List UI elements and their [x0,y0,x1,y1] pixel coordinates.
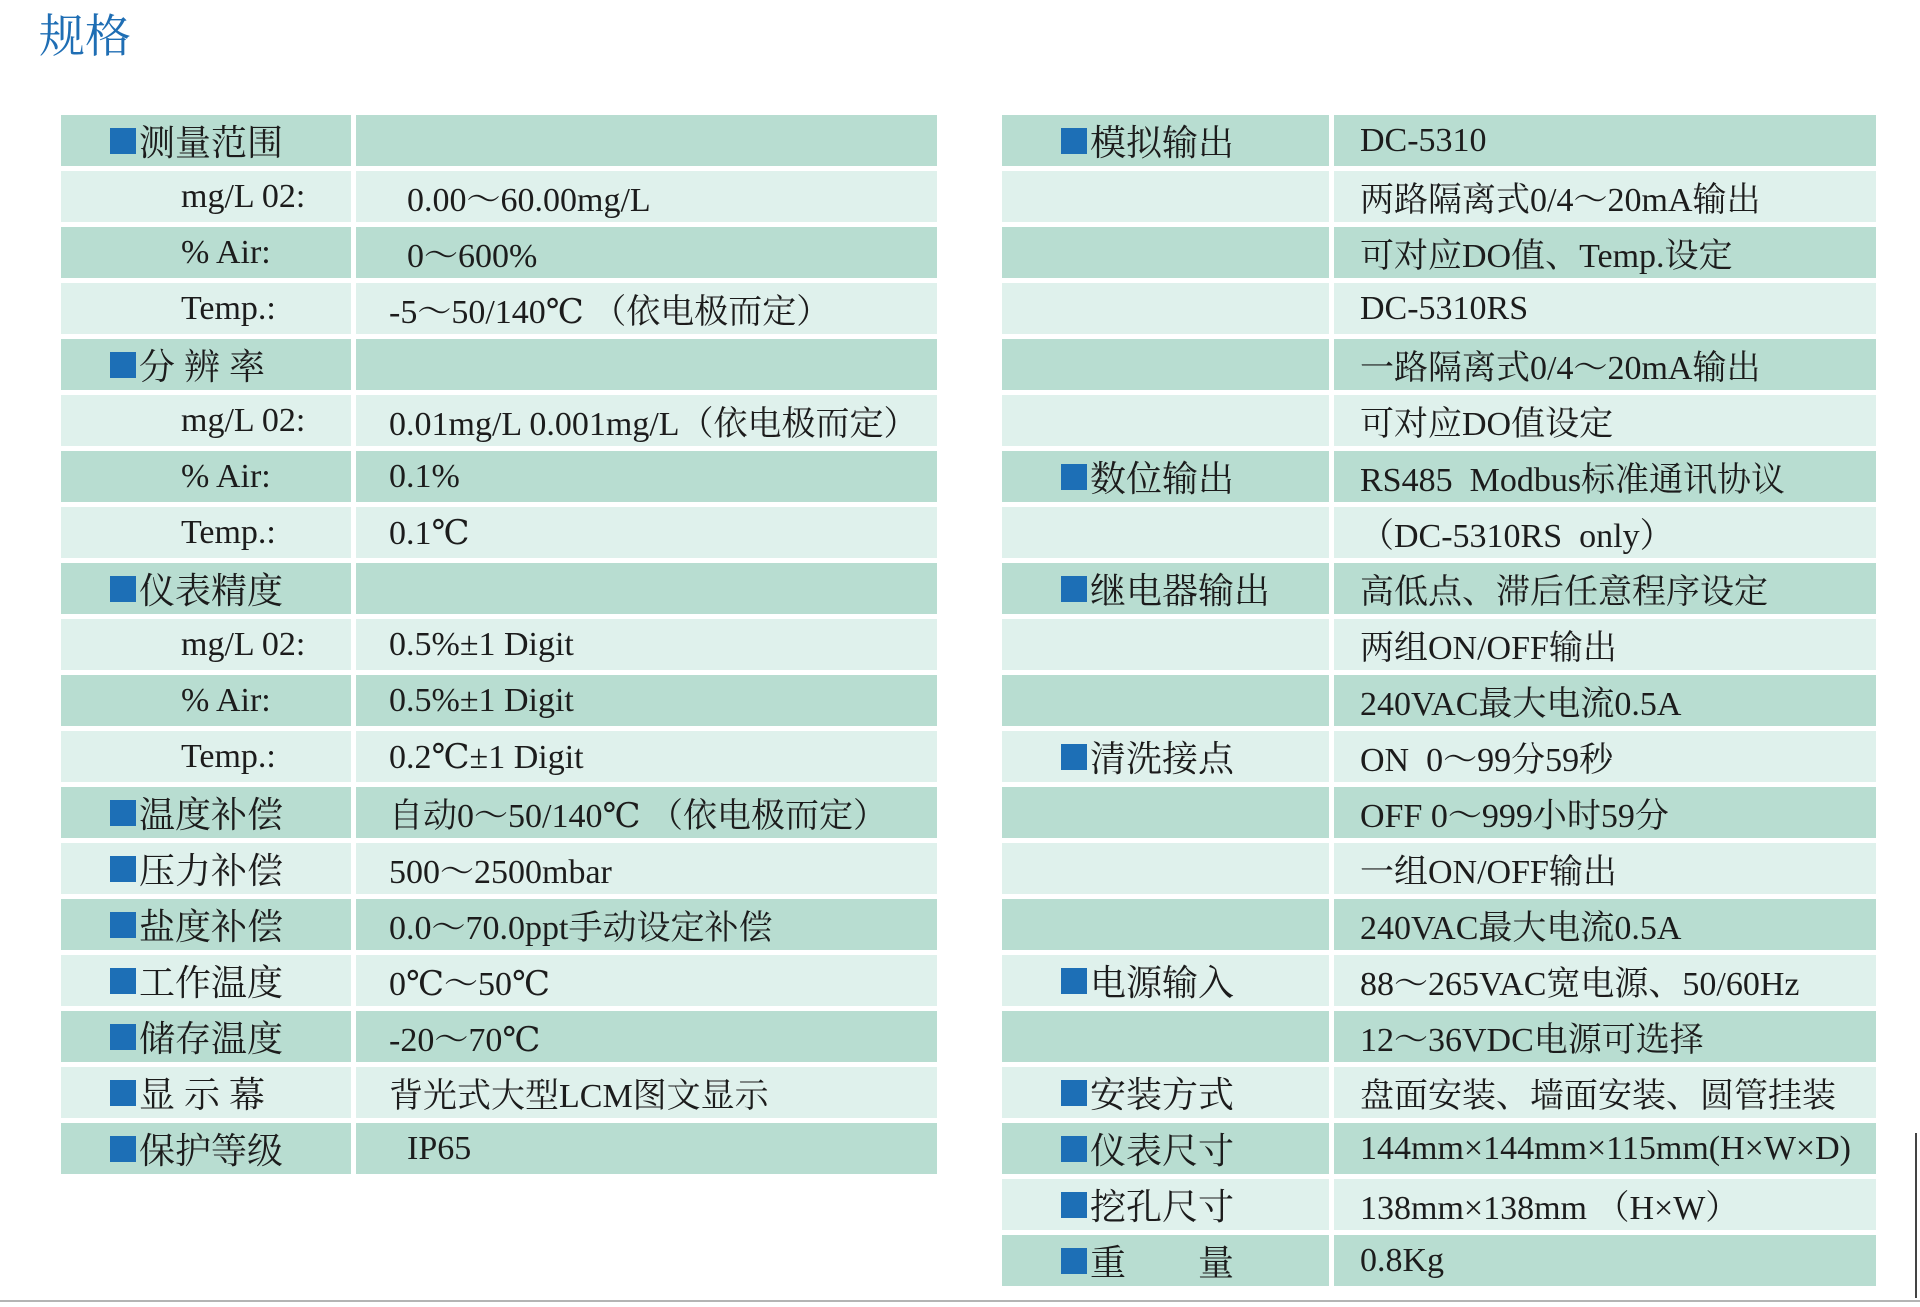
spec-label-cell [1002,227,1329,278]
spec-row [1002,451,1876,502]
spec-row [1002,563,1876,614]
square-bullet-icon [110,856,136,882]
spec-label-cell [1002,675,1329,726]
spec-value-cell [356,395,937,446]
spec-label-cell [61,899,351,950]
spec-value-cell [356,1011,937,1062]
spec-label: 仪表尺寸 [1090,1131,1235,1171]
spec-value-cell [356,507,937,558]
spec-sublabel-cell [61,451,351,502]
spec-value: 0.5%±1 Digit [389,625,574,663]
spec-label-cell [1002,843,1329,894]
spec-row [1002,507,1876,558]
spec-value-cell [1334,1067,1876,1118]
spec-value-cell [356,451,937,502]
spec-label: 重 量 [1090,1243,1235,1283]
spec-label-cell [1002,339,1329,390]
spec-value-cell [1334,1235,1876,1286]
spec-value: 0.5%±1 Digit [389,681,574,719]
spec-value: -20～70℃ [389,1022,541,1059]
spec-label: 数位输出 [1090,459,1235,499]
spec-label-cell [1002,899,1329,950]
spec-value-cell [1334,1123,1876,1174]
spec-row [61,1123,937,1174]
spec-value: 0.2℃±1 Digit [389,738,584,776]
spec-value: 12～36VDC电源可选择 [1360,1022,1704,1059]
spec-sublabel-cell [61,171,351,222]
spec-row [1002,395,1876,446]
spec-label: 挖孔尺寸 [1090,1187,1235,1227]
spec-value-cell [1334,619,1876,670]
spec-value-cell [356,1123,937,1174]
spec-row [61,955,937,1006]
spec-value-cell [356,563,937,614]
square-bullet-icon [110,1024,136,1050]
spec-value: 一组ON/OFF输出 [1360,854,1617,891]
spec-value: 盘面安装、墙面安装、圆管挂装 [1360,1078,1836,1115]
square-bullet-icon [110,352,136,378]
spec-row [61,1067,937,1118]
spec-row [61,451,937,502]
spec-sublabel: Temp.: [181,737,276,775]
page-title: 规格 [39,11,131,62]
spec-row [1002,619,1876,670]
spec-row [61,115,937,166]
spec-value-cell [1334,507,1876,558]
spec-value: 0.1% [389,457,460,495]
spec-label-cell [61,1123,351,1174]
spec-label-cell [1002,787,1329,838]
spec-label-cell [61,563,351,614]
spec-row [1002,787,1876,838]
spec-value: 500～2500mbar [389,854,612,891]
spec-sublabel: mg/L 02: [181,401,306,439]
spec-value: 背光式大型LCM图文显示 [389,1078,769,1115]
spec-label-cell [1002,451,1329,502]
spec-value: RS485 Modbus标准通讯协议 [1360,462,1786,499]
spec-row [1002,675,1876,726]
spec-value: 一路隔离式0/4～20mA输出 [1360,350,1761,387]
spec-label: 盐度补偿 [139,907,284,947]
spec-value: 两组ON/OFF输出 [1360,630,1617,667]
spec-label: 测量范围 [139,123,284,163]
spec-label-cell [1002,171,1329,222]
spec-value: 0.1℃ [389,514,470,552]
spec-row [1002,1179,1876,1230]
spec-label: 仪表精度 [139,571,284,611]
square-bullet-icon [1061,1248,1087,1274]
spec-value-cell [356,227,937,278]
spec-row [61,1011,937,1062]
square-bullet-icon [1061,1192,1087,1218]
spec-value: 0～600% [407,238,538,275]
spec-value: 138mm×138mm （H×W） [1360,1190,1740,1227]
spec-value-cell [1334,227,1876,278]
spec-sublabel: Temp.: [181,289,276,327]
spec-label: 清洗接点 [1090,739,1235,779]
spec-row [1002,115,1876,166]
spec-value-cell [1334,955,1876,1006]
spec-value: 0.00～60.00mg/L [407,182,651,219]
page-edge-line [1915,1133,1917,1298]
spec-row [61,507,937,558]
spec-label-cell [1002,1067,1329,1118]
spec-value-cell [356,619,937,670]
spec-value-cell [1334,899,1876,950]
spec-row [1002,1235,1876,1286]
spec-label-cell [1002,1123,1329,1174]
spec-value: 0.01mg/L 0.001mg/L（依电极而定） [389,406,918,443]
spec-value-cell [1334,731,1876,782]
spec-sublabel-cell [61,507,351,558]
spec-row [1002,1011,1876,1062]
spec-value-cell [356,1067,937,1118]
spec-row [61,395,937,446]
spec-sublabel-cell [61,283,351,334]
spec-sublabel: % Air: [181,233,271,271]
square-bullet-icon [1061,1136,1087,1162]
spec-label: 安装方式 [1090,1075,1235,1115]
spec-label-cell [61,115,351,166]
square-bullet-icon [1061,464,1087,490]
square-bullet-icon [110,576,136,602]
square-bullet-icon [110,912,136,938]
spec-label-cell [61,339,351,390]
spec-row [1002,899,1876,950]
spec-sublabel: % Air: [181,681,271,719]
spec-value-cell [1334,563,1876,614]
spec-value: ON 0～99分59秒 [1360,742,1614,779]
spec-value-cell [356,339,937,390]
spec-value-cell [1334,843,1876,894]
spec-value: -5～50/140℃ （依电极而定） [389,294,831,331]
spec-row [1002,843,1876,894]
spec-label-cell [1002,731,1329,782]
spec-value: 240VAC最大电流0.5A [1360,910,1682,947]
spec-value: 可对应DO值设定 [1360,406,1614,443]
spec-value-cell [1334,451,1876,502]
right-spec-table [1002,115,1876,1286]
spec-row [1002,283,1876,334]
spec-label: 电源输入 [1090,963,1235,1003]
spec-sublabel-cell [61,675,351,726]
spec-label: 模拟输出 [1090,123,1235,163]
spec-value: （DC-5310RS only） [1360,518,1674,555]
spec-label-cell [1002,507,1329,558]
spec-row [61,787,937,838]
spec-value-cell [356,955,937,1006]
spec-value-cell [1334,787,1876,838]
spec-value-cell [1334,171,1876,222]
spec-sublabel: mg/L 02: [181,625,306,663]
square-bullet-icon [1061,744,1087,770]
spec-value: 两路隔离式0/4～20mA输出 [1360,182,1761,219]
spec-value: DC-5310 [1360,121,1487,159]
spec-value: 88～265VAC宽电源、50/60Hz [1360,966,1800,1003]
spec-sublabel: % Air: [181,457,271,495]
spec-label-cell [61,787,351,838]
spec-value: 自动0～50/140℃ （依电极而定） [389,798,887,835]
spec-row [1002,731,1876,782]
spec-row [1002,1123,1876,1174]
spec-label-cell [1002,115,1329,166]
spec-label-cell [1002,955,1329,1006]
page-bottom-divider [0,1300,1920,1302]
spec-value: 0℃～50℃ [389,966,551,1003]
spec-label-cell [61,843,351,894]
spec-value-cell [356,283,937,334]
spec-label-cell [1002,1011,1329,1062]
spec-value-cell [356,843,937,894]
spec-row [1002,1067,1876,1118]
spec-value-cell [1334,283,1876,334]
square-bullet-icon [1061,576,1087,602]
spec-value-cell [1334,395,1876,446]
spec-row [61,227,937,278]
spec-sublabel-cell [61,395,351,446]
spec-row [61,339,937,390]
spec-sublabel-cell [61,731,351,782]
spec-row [1002,227,1876,278]
spec-row [1002,339,1876,390]
spec-value-cell [1334,339,1876,390]
spec-value: 144mm×144mm×115mm(H×W×D) [1360,1129,1851,1167]
left-spec-table [61,115,937,1174]
square-bullet-icon [110,800,136,826]
spec-label-cell [1002,395,1329,446]
spec-value: 240VAC最大电流0.5A [1360,686,1682,723]
square-bullet-icon [1061,128,1087,154]
spec-sublabel: mg/L 02: [181,177,306,215]
spec-label: 分 辨 率 [139,347,266,387]
spec-row [61,843,937,894]
spec-value-cell [356,787,937,838]
spec-value-cell [356,115,937,166]
spec-row [61,283,937,334]
spec-row [1002,955,1876,1006]
spec-value-cell [356,171,937,222]
spec-row [1002,171,1876,222]
spec-label: 压力补偿 [139,851,284,891]
spec-label: 储存温度 [139,1019,284,1059]
spec-value: IP65 [407,1129,472,1167]
spec-label: 工作温度 [139,963,284,1003]
spec-value-cell [356,731,937,782]
spec-row [61,731,937,782]
spec-row [61,675,937,726]
spec-value-cell [356,675,937,726]
spec-value-cell [1334,675,1876,726]
spec-value: DC-5310RS [1360,289,1529,327]
spec-value-cell [1334,1011,1876,1062]
spec-label-cell [1002,619,1329,670]
spec-value-cell [356,899,937,950]
spec-row [61,619,937,670]
spec-label: 温度补偿 [139,795,284,835]
spec-value: 可对应DO值、Temp.设定 [1360,238,1733,275]
spec-label-cell [61,955,351,1006]
spec-label-cell [61,1011,351,1062]
square-bullet-icon [1061,968,1087,994]
spec-row [61,171,937,222]
spec-value: 0.0～70.0ppt手动设定补偿 [389,910,773,947]
spec-value-cell [1334,115,1876,166]
square-bullet-icon [110,1080,136,1106]
spec-value: 高低点、滞后任意程序设定 [1360,574,1768,611]
spec-label: 显 示 幕 [139,1075,266,1115]
spec-label-cell [1002,1179,1329,1230]
square-bullet-icon [110,968,136,994]
spec-label: 保护等级 [139,1131,284,1171]
spec-sublabel-cell [61,619,351,670]
spec-row [61,899,937,950]
spec-label-cell [1002,283,1329,334]
square-bullet-icon [1061,1080,1087,1106]
spec-label-cell [1002,563,1329,614]
spec-label-cell [1002,1235,1329,1286]
spec-value: OFF 0～999小时59分 [1360,798,1669,835]
spec-row [61,563,937,614]
spec-sublabel: Temp.: [181,513,276,551]
spec-label: 继电器输出 [1090,571,1271,611]
spec-label-cell [61,1067,351,1118]
spec-value: 0.8Kg [1360,1241,1445,1279]
square-bullet-icon [110,1136,136,1162]
spec-sublabel-cell [61,227,351,278]
spec-value-cell [1334,1179,1876,1230]
square-bullet-icon [110,128,136,154]
